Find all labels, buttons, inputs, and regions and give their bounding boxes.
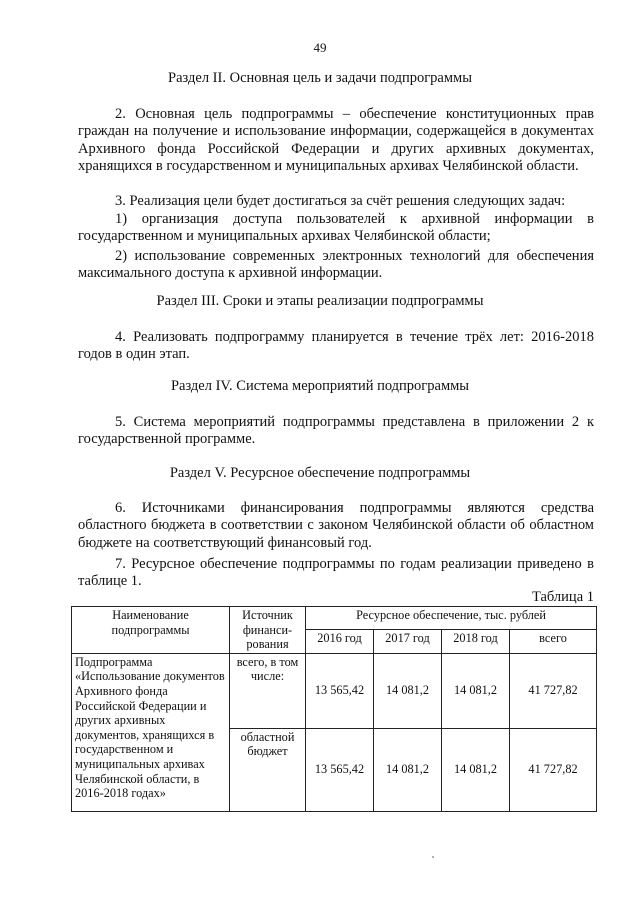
task-2: 2) использование современных электронных технологий для обеспечения максимального доступа к архивной информации. (78, 248, 594, 282)
header-year-2018: 2018 год (442, 630, 510, 653)
paragraph-6: 6. Источниками финансирования подпрограммы являются средства областного бюджета в соответствии с законом Челябинской области об областном бюджете на соответствующий финансовый год. (78, 500, 594, 551)
header-total: всего (510, 630, 597, 653)
source-cell: областной бюджет (230, 728, 306, 811)
table-row (72, 653, 597, 728)
task-1: 1) организация доступа пользователей к архивной информации в государственном и муниципальных архивах Челябинской области; (78, 211, 594, 245)
page-number: 49 (313, 40, 327, 55)
header-funding-source: Источник финанси-рования (230, 607, 306, 654)
table-caption: Таблица 1 (531, 589, 594, 605)
source-cell: всего, в том числе: (230, 653, 306, 728)
paragraph-2: 2. Основная цель подпрограммы – обеспечение конституционных прав граждан на получение и использование информации, содержащейся в документах Архивного фонда Российской Федерации и других архивных документах, хранящихся в государственном и муниципальных архивах Челябинской области. (78, 106, 594, 175)
value-2017-cell: 14 081,2 (374, 653, 442, 728)
value-2018-cell: 14 081,2 (442, 728, 510, 811)
subprogram-name-cell: Подпрограмма «Использование документов Архивного фонда Российской Федерации и других архивных документов, хранящихся в государственном и муниципальных архивах Челябинской области, в 2016-2018 годах» (72, 653, 230, 811)
paragraph-5: 5. Система мероприятий подпрограммы представлена в приложении 2 к государственной программе. (78, 414, 594, 448)
resource-table (71, 606, 597, 812)
value-total-cell: 41 727,82 (510, 728, 597, 811)
scan-speck (432, 856, 434, 858)
section-3-heading: Раздел III. Сроки и этапы реализации подпрограммы (156, 293, 484, 309)
paragraph-7: 7. Ресурсное обеспечение подпрограммы по годам реализации приведено в таблице 1. (78, 556, 594, 590)
value-total-cell: 41 727,82 (510, 653, 597, 728)
header-resource-support: Ресурсное обеспечение, тыс. рублей (306, 607, 597, 630)
header-year-2017: 2017 год (374, 630, 442, 653)
value-2017-cell: 14 081,2 (374, 728, 442, 811)
value-2018-cell: 14 081,2 (442, 653, 510, 728)
paragraph-3: 3. Реализация цели будет достигаться за счёт решения следующих задач: (115, 193, 566, 209)
value-2016-cell: 13 565,42 (306, 653, 374, 728)
header-year-2016: 2016 год (306, 630, 374, 653)
section-5-heading: Раздел V. Ресурсное обеспечение подпрограммы (169, 465, 471, 481)
paragraph-4: 4. Реализовать подпрограмму планируется в течение трёх лет: 2016-2018 годов в один этап. (78, 329, 594, 363)
header-subprogram-name: Наименование подпрограммы (72, 607, 230, 654)
section-2-heading: Раздел II. Основная цель и задачи подпрограммы (168, 70, 472, 86)
value-2016-cell: 13 565,42 (306, 728, 374, 811)
section-4-heading: Раздел IV. Система мероприятий подпрограммы (170, 378, 470, 394)
